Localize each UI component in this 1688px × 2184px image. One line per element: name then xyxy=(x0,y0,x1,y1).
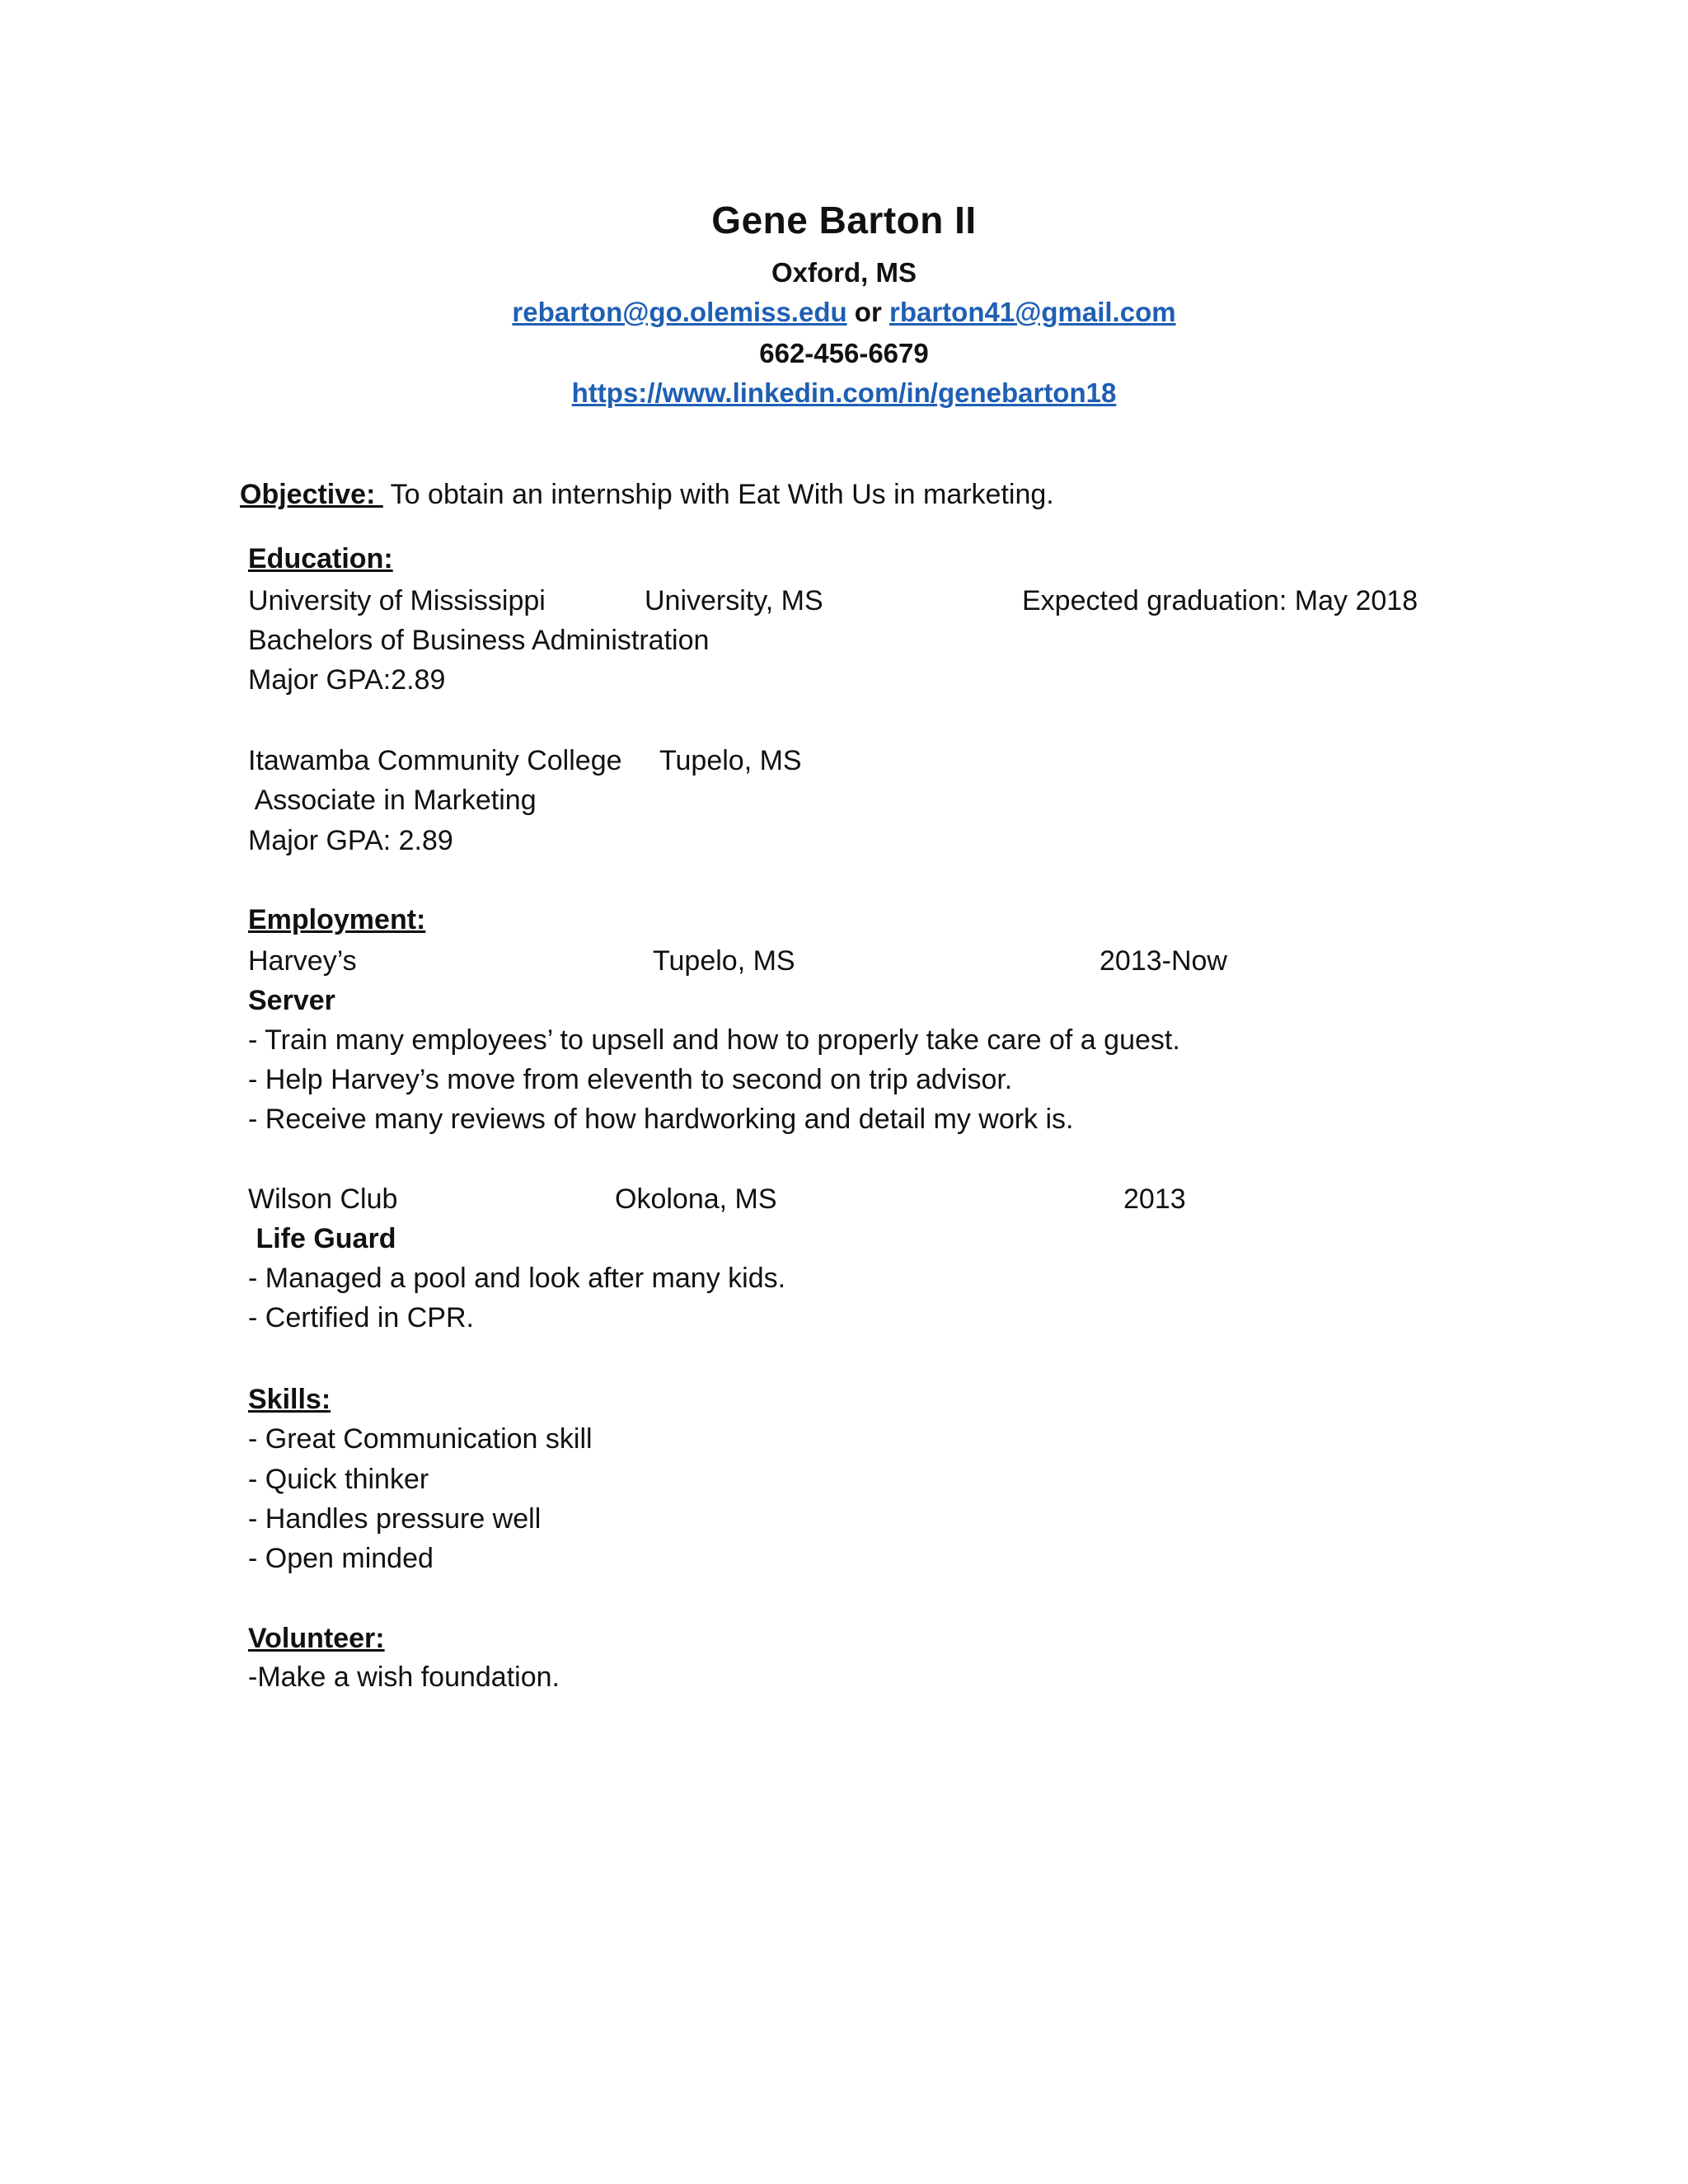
job-title: Life Guard xyxy=(248,1223,396,1254)
linkedin-line xyxy=(0,377,1688,409)
volunteer-heading: Volunteer: xyxy=(248,1623,385,1654)
job-dates: 2013-Now xyxy=(1100,945,1227,977)
objective-text: To obtain an internship with Eat With Us in marketing. xyxy=(382,479,1054,510)
school-gpa: Major GPA:2.89 xyxy=(248,664,446,696)
school-date: Expected graduation: May 2018 xyxy=(1022,585,1418,616)
objective-label: Objective: xyxy=(240,479,383,510)
school-name: Itawamba Community College xyxy=(248,745,622,776)
job-location: Tupelo, MS xyxy=(653,945,795,977)
school-location: Tupelo, MS xyxy=(659,745,802,776)
candidate-location: Oxford, MS xyxy=(771,257,917,288)
objective-section xyxy=(240,478,1054,511)
job-bullet: - Receive many reviews of how hardworking and detail my work is. xyxy=(248,1104,1074,1135)
skill-item: - Great Communication skill xyxy=(248,1423,593,1455)
email-secondary-link[interactable]: rbarton41@gmail.com xyxy=(889,297,1176,327)
email-primary-link[interactable]: rebarton@go.olemiss.edu xyxy=(512,297,847,327)
contact-emails xyxy=(0,297,1688,328)
skills-heading: Skills: xyxy=(248,1384,331,1415)
job-bullet: - Managed a pool and look after many kids. xyxy=(248,1263,786,1294)
candidate-name: Gene Barton II xyxy=(711,199,977,241)
contact-phone: 662-456-6679 xyxy=(759,338,929,368)
volunteer-item: -Make a wish foundation. xyxy=(248,1661,560,1693)
school-location: University, MS xyxy=(645,585,823,616)
education-heading: Education: xyxy=(248,543,393,574)
employment-heading: Employment: xyxy=(248,904,426,935)
school-name: University of Mississippi xyxy=(248,585,546,616)
job-dates: 2013 xyxy=(1123,1183,1186,1215)
skill-item: - Handles pressure well xyxy=(248,1503,542,1535)
job-bullet: - Train many employees’ to upsell and how to properly take care of a guest. xyxy=(248,1024,1180,1056)
school-gpa: Major GPA: 2.89 xyxy=(248,825,453,856)
school-degree: Associate in Marketing xyxy=(248,785,537,816)
job-location: Okolona, MS xyxy=(615,1183,777,1215)
skill-item: - Quick thinker xyxy=(248,1464,429,1495)
job-title: Server xyxy=(248,985,335,1016)
job-employer: Harvey’s xyxy=(248,945,357,977)
linkedin-link[interactable]: https://www.linkedin.com/in/genebarton18 xyxy=(571,377,1117,408)
email-separator: or xyxy=(846,297,889,327)
school-degree: Bachelors of Business Administration xyxy=(248,625,710,656)
job-bullet: - Certified in CPR. xyxy=(248,1302,474,1333)
job-employer: Wilson Club xyxy=(248,1183,398,1215)
job-bullet: - Help Harvey’s move from eleventh to second on trip advisor. xyxy=(248,1064,1013,1095)
skill-item: - Open minded xyxy=(248,1543,434,1574)
